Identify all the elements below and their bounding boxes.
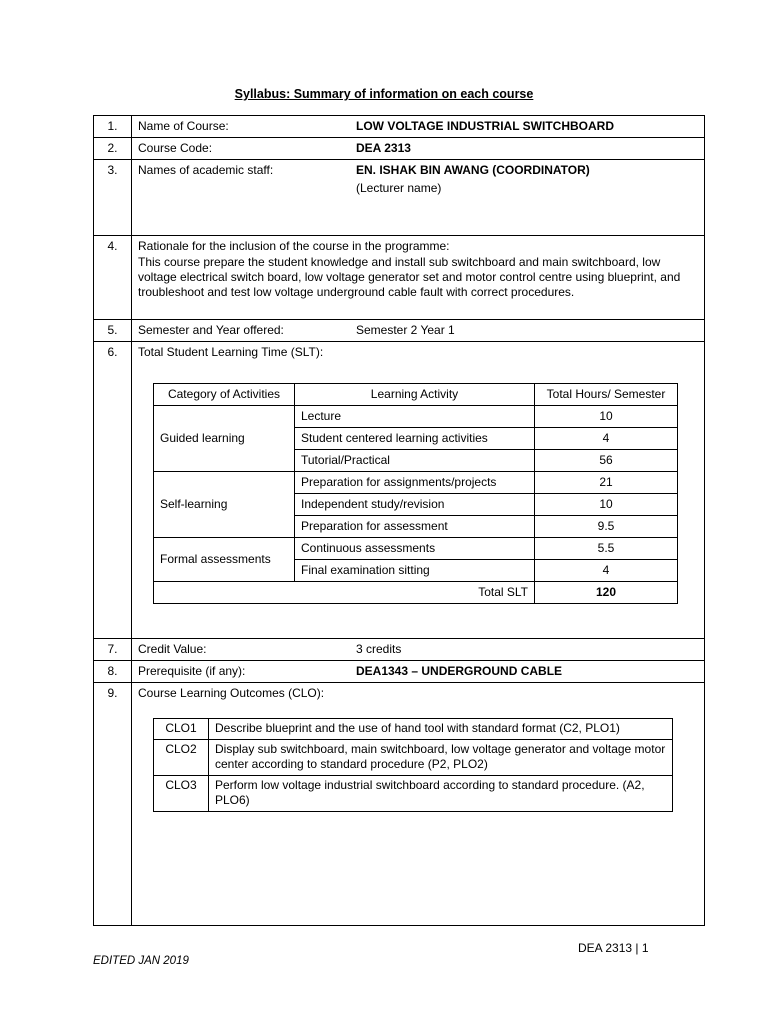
slt-hours: 5.5: [535, 538, 678, 560]
row-number: 6.: [94, 342, 132, 639]
row-number: 1.: [94, 116, 132, 138]
row-number: 5.: [94, 320, 132, 342]
slt-hours: 10: [535, 406, 678, 428]
label-prerequisite: Prerequisite (if any):: [138, 664, 246, 678]
label-course-name: Name of Course:: [138, 119, 229, 133]
slt-category: Guided learning: [154, 406, 295, 472]
value-credit-value: 3 credits: [356, 642, 402, 656]
row-course-name: [94, 116, 705, 138]
value-semester: Semester 2 Year 1: [356, 323, 455, 337]
slt-activity: Preparation for assignments/projects: [295, 472, 535, 494]
value-course-name: LOW VOLTAGE INDUSTRIAL SWITCHBOARD: [356, 119, 614, 133]
label-credit-value: Credit Value:: [138, 642, 207, 656]
label-semester: Semester and Year offered:: [138, 323, 284, 337]
clo-text: Display sub switchboard, main switchboard, low voltage generator and voltage motor center according to standard procedure (P2, PLO2): [209, 740, 673, 776]
row-number: 7.: [94, 639, 132, 661]
row-semester: [94, 320, 705, 342]
label-clo: Course Learning Outcomes (CLO):: [138, 686, 325, 700]
rationale-text: This course prepare the student knowledge and install sub switchboard and main switchboard, low voltage electrical switch board, low voltage generator set and motor control centre using blueprint, and troubleshoot and test low voltage underground cable fault with correct procedures.: [138, 255, 681, 299]
table-row: [154, 406, 678, 428]
value-coordinator: EN. ISHAK BIN AWANG (COORDINATOR): [356, 163, 590, 177]
slt-hours: 4: [535, 428, 678, 450]
row-number: 4.: [94, 236, 132, 320]
slt-activity: Preparation for assessment: [295, 516, 535, 538]
label-slt: Total Student Learning Time (SLT):: [138, 345, 324, 359]
value-course-code: DEA 2313: [356, 141, 411, 155]
slt-hours: 56: [535, 450, 678, 472]
table-row: [154, 740, 673, 776]
slt-hours: 4: [535, 560, 678, 582]
slt-activity: Continuous assessments: [295, 538, 535, 560]
clo-text: Perform low voltage industrial switchboard according to standard procedure. (A2, PLO6): [209, 776, 673, 812]
table-row: [154, 719, 673, 740]
label-course-code: Course Code:: [138, 141, 213, 155]
slt-activity: Tutorial/Practical: [295, 450, 535, 472]
value-prerequisite: DEA1343 – UNDERGROUND CABLE: [356, 664, 563, 678]
row-academic-staff: [94, 160, 705, 236]
row-clo: [94, 683, 705, 926]
slt-hours: 21: [535, 472, 678, 494]
row-slt: [94, 342, 705, 639]
syllabus-table: [93, 115, 705, 926]
clo-code: CLO2: [154, 740, 209, 776]
slt-header-category: Category of Activities: [154, 384, 295, 406]
table-row: [154, 776, 673, 812]
row-credit-value: [94, 639, 705, 661]
slt-category: Formal assessments: [154, 538, 295, 582]
clo-text: Describe blueprint and the use of hand tool with standard format (C2, PLO1): [209, 719, 673, 740]
slt-header-activity: Learning Activity: [295, 384, 535, 406]
clo-table: [153, 718, 673, 812]
slt-total-label: Total SLT: [154, 582, 535, 604]
slt-total-value: 120: [535, 582, 678, 604]
table-row: [154, 538, 678, 560]
slt-category: Self-learning: [154, 472, 295, 538]
row-number: 9.: [94, 683, 132, 926]
row-prerequisite: [94, 661, 705, 683]
page-number: DEA 2313 | 1: [578, 941, 649, 955]
slt-hours: 9.5: [535, 516, 678, 538]
clo-code: CLO1: [154, 719, 209, 740]
document-title: Syllabus: Summary of information on each course: [234, 87, 534, 101]
value-lecturer-name: (Lecturer name): [356, 181, 442, 195]
slt-activity: Lecture: [295, 406, 535, 428]
label-rationale: Rationale for the inclusion of the course in the programme:: [138, 239, 450, 253]
slt-table: [153, 383, 678, 604]
clo-code: CLO3: [154, 776, 209, 812]
table-row: [154, 472, 678, 494]
slt-activity: Student centered learning activities: [295, 428, 535, 450]
row-number: 3.: [94, 160, 132, 236]
slt-header-row: [154, 384, 678, 406]
row-number: 2.: [94, 138, 132, 160]
slt-hours: 10: [535, 494, 678, 516]
edited-date: EDITED JAN 2019: [93, 955, 189, 967]
slt-total-row: [154, 582, 678, 604]
slt-header-hours: Total Hours/ Semester: [535, 384, 678, 406]
row-rationale: [94, 236, 705, 320]
slt-activity: Final examination sitting: [295, 560, 535, 582]
row-course-code: [94, 138, 705, 160]
slt-activity: Independent study/revision: [295, 494, 535, 516]
row-number: 8.: [94, 661, 132, 683]
label-academic-staff: Names of academic staff:: [138, 163, 274, 177]
